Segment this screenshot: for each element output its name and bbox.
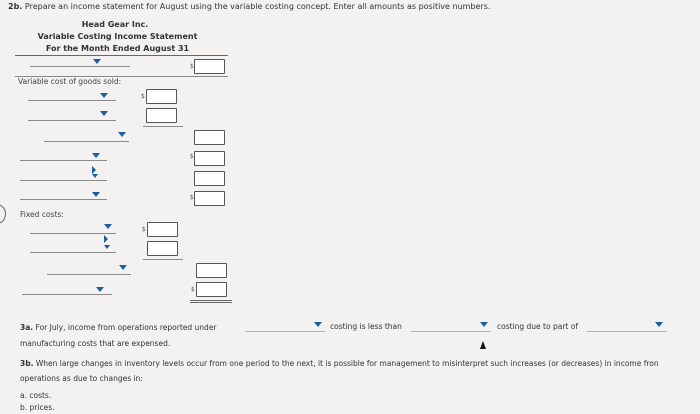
row5-dropdown-icon[interactable]	[92, 153, 100, 158]
question-3a-text-4: manufacturing costs that are expensed.	[20, 339, 171, 348]
question-2b-text: Prepare an income statement for August using the variable costing concept. Enter all amounts as positive numbers.	[24, 2, 491, 11]
question-3b-number: 3b.	[20, 359, 34, 368]
final-dollar: $	[191, 286, 195, 293]
question-2b-prompt	[8, 2, 490, 11]
vcogs-dropdown-3-icon[interactable]	[118, 132, 126, 137]
fixed-subtotal-rule	[143, 259, 183, 260]
q3a-dropdown-1-icon[interactable]	[314, 322, 322, 327]
fixed-amount-1-field[interactable]	[147, 222, 178, 237]
row7-dropdown-icon[interactable]	[92, 192, 100, 197]
question-3a-number: 3a.	[20, 323, 34, 332]
final-double-rule-1	[190, 300, 232, 301]
fixed-dropdown-2-icon[interactable]	[104, 245, 110, 249]
row7-select-line[interactable]	[20, 199, 107, 200]
fixed-amount-2-field[interactable]	[147, 241, 178, 256]
q3a-select-1-line[interactable]	[245, 331, 325, 332]
vcogs-dollar-1: $	[141, 93, 145, 100]
row1-dollar: $	[190, 63, 194, 70]
final-select-line[interactable]	[22, 294, 112, 295]
fixed-amount-3-field[interactable]	[196, 263, 227, 278]
q3a-dropdown-2-icon[interactable]	[480, 322, 488, 327]
vcogs-dropdown-2-icon[interactable]	[100, 111, 108, 116]
fixed-dropdown-1-icon[interactable]	[104, 224, 112, 229]
question-3b-line1	[20, 359, 659, 368]
row5-select-line[interactable]	[20, 160, 107, 161]
navigation-circle-icon	[0, 204, 6, 224]
row1-dropdown-icon[interactable]	[93, 59, 101, 64]
vcogs-amount-1-field[interactable]	[146, 89, 177, 104]
company-name: Head Gear Inc.	[81, 20, 149, 29]
row6-amount-field[interactable]	[194, 171, 225, 186]
statement-title: Variable Costing Income Statement	[37, 32, 198, 41]
mouse-cursor-icon	[480, 341, 486, 349]
question-3a-text-1: For July, income from operations reported under	[35, 323, 217, 332]
variable-cogs-label: Variable cost of goods sold:	[18, 77, 122, 86]
row5-dollar: $	[190, 153, 194, 160]
final-amount-field[interactable]	[196, 282, 227, 297]
question-3b-option-b[interactable]: b. prices.	[20, 403, 55, 412]
row6-select-line[interactable]	[20, 180, 107, 181]
vcogs-dropdown-1-icon[interactable]	[100, 93, 108, 98]
statement-period: For the Month Ended August 31	[45, 44, 190, 53]
fixed-marker-icon	[104, 235, 108, 243]
vcogs-select-1-line[interactable]	[28, 100, 116, 101]
fixed-dollar-1: $	[142, 226, 146, 233]
row6-marker-icon	[92, 166, 96, 174]
vcogs-amount-3-field[interactable]	[194, 130, 225, 145]
question-3b-option-a[interactable]: a. costs.	[20, 391, 52, 400]
row1-select-line[interactable]	[30, 66, 130, 67]
fixed-dropdown-3-icon[interactable]	[119, 265, 127, 270]
fixed-select-2-line[interactable]	[30, 252, 116, 253]
q3a-select-3-line[interactable]	[587, 331, 667, 332]
row5-amount-field[interactable]	[194, 151, 225, 166]
row7-amount-field[interactable]	[194, 191, 225, 206]
fixed-select-3-line[interactable]	[47, 274, 131, 275]
vcogs-subtotal-rule	[143, 126, 183, 127]
q3a-dropdown-3-icon[interactable]	[655, 322, 663, 327]
question-3a-text-3: costing due to part of	[497, 322, 578, 331]
header-rule	[15, 55, 228, 56]
question-3b-text-2: operations as due to changes in:	[20, 374, 143, 383]
final-dropdown-icon[interactable]	[96, 287, 104, 292]
fixed-select-1-line[interactable]	[30, 233, 116, 234]
vcogs-amount-2-field[interactable]	[146, 108, 177, 123]
fixed-costs-label: Fixed costs:	[20, 210, 64, 219]
q3a-select-2-line[interactable]	[411, 331, 491, 332]
row1-amount-field[interactable]	[194, 59, 225, 74]
question-3a-text-2: costing is less than	[330, 322, 402, 331]
row7-dollar: $	[190, 194, 194, 201]
question-3a-part1	[20, 323, 217, 332]
vcogs-select-2-line[interactable]	[28, 120, 116, 121]
question-2b-number: 2b.	[8, 2, 23, 11]
row6-dropdown-icon[interactable]	[92, 174, 98, 178]
vcogs-select-3-line[interactable]	[44, 141, 129, 142]
question-3b-text-1: When large changes in inventory levels occur from one period to the next, it is possible for management to misinterpret such increases (or decreases) in income fron	[35, 359, 659, 368]
final-double-rule-2	[190, 302, 232, 303]
